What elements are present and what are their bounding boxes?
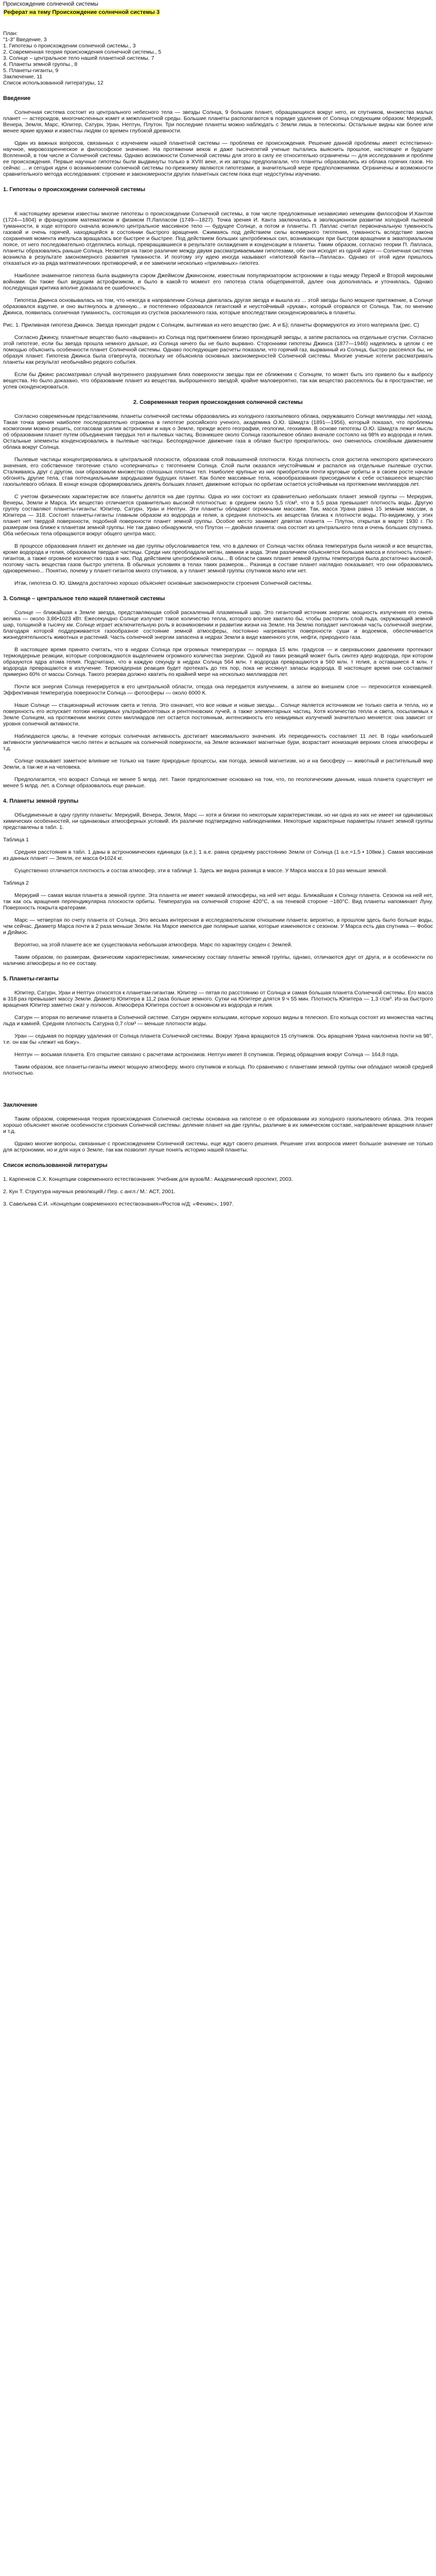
paragraph: Существенно отличается плотность и состав атмосфер, эти в таблице 1. Здесь же видна разница в массе. У Марса масса в 10 раз меньше земной. — [14, 868, 388, 874]
section5-heading: 5. Планеты-гиганты — [3, 976, 59, 982]
paragraph: Солнечная система состоит из центрального небесного тела — звезды Солнца, 9 больших планет, обращающихся вокруг него, их спутников, множества малых планет — астероидов, многочисленных комет и межпланетной среды. Большие планеты располагаются в порядке удаления от Солнца следующим образом: Меркурий, Венера, Земля, Марс, Юпитер, Сатурн, Уран, Нептун, Плутон. Три последние планеты можно наблюдать с Земли лишь в телескопы. Остальные видны как более или менее яркие кружки и известны людям со времен глубокой древности. — [3, 109, 433, 134]
document-page — [0, 1, 436, 1207]
paragraph: Согласно Джинсу, планетные вещество было «вырвано» из Солнца под притяжением близко проходящей звезды, а затем распалось на отдельные сгустки. Согласно этой гипотезе, если бы звезда прошла немного дальше, из Солнца ничего бы не было вырвано. Сторонники гипотезы Джинса (1877—1946) надеялись в целом с ее помощью объяснить особенности планет Солнечной системы. Однако последующие расчеты показали, что горячий газ, вырванный из Солнца, быстро рассеялся бы, не образуя планет. Гипотеза Джинса была отвергнута, поскольку не объясняла основных закономерностей Солнечной системы. Многие ученые хотели рассматривать планеты как результат необычайно редкого события. — [3, 334, 433, 365]
section1-heading: 1. Гипотезы о происхождении солнечной системы — [3, 187, 146, 193]
paragraph: Солнце — ближайшая к Земле звезда, представляющая собой раскаленный плазменный шар. Это гигантский источник энергии: мощность излучения его очень велика — около 3,86•1023 кВт. Ежесекундно Солнце излучает такое количество тепла, которого вполне хватило бы, чтобы растопить слой льда, окружающий земной шар, толщиной в тысячу км. Солнце играет исключительную роль в возникновении и развитии жизни на Земле. На Землю попадает ничтожная часть солнечной энергии, благодаря которой поддерживается газообразное состояние земной атмосферы, постоянно нагреваются поверхности суши и водоемов, обеспечивается жизнедеятельность животных и растений. Часть солнечной энергии запасена в недрах Земли в виде каменного угля, нефти, природного газа. — [3, 609, 433, 640]
plan-heading: План: — [3, 30, 18, 37]
paragraph: Таким образом, все планеты-гиганты имеют мощную атмосферу, много спутников и кольца. По сравнению с планетами земной группы они обладают низкой средней плотностью. — [3, 1064, 433, 1076]
section4-heading: 4. Планеты земной группы — [3, 798, 79, 804]
plan-item[interactable]: 1. Гипотезы о происхождении солнечной системы., 3 — [3, 43, 136, 49]
paragraph: Вероятно, на этой планете все же существовала небольшая атмосфера. Марс по характеру сходен с Землей. — [14, 942, 292, 948]
paragraph: Итак, гипотеза О. Ю. Шмидта достаточно хорошо объясняет основные закономерности строения Солнечной системы. — [14, 580, 313, 586]
paragraph: Наиболее знаменитое гипотеза была выдвинута сэром Джеймсом Джинсоном, известным популяризатором астрономии в годы между Первой и Второй мировыми войнами. Он также был ведущим астрофизиком, и было в какой-то момент его гипотеза стала общепринятой, далее она дополнялась и уточнялась. Однако последующая критика вполне доказала ее ошибочность. — [3, 273, 433, 291]
references-heading: Список использованной литературы — [3, 1162, 108, 1168]
paragraph: Меркурий — самая малая планета в земной группе. Эта планета не имеет никакой атмосферы, на ней нет воды. Ближайшая к Солнцу планета. Сезонов на ней нет, так как ось вращения перпендикулярна плоскости орбиты. Температура на солнечной стороне 420°С, а на теневой стороне −180°С. Вид планеты напоминает Луну. Поверхность покрыта кратерами. — [3, 892, 433, 911]
document-subtitle: Реферат на тему Происхождение солнечной системы 3 — [4, 9, 160, 15]
paragraph: Согласно современным представлениям, планеты солнечной системы образовались из холодного газопылевого облака, окружавшего Солнце миллиарды лет назад. Такая точка зрения наиболее последовательно отражена в гипотезе российского ученого, академика О.Ю. Шмидта (1891—1956), который показал, что проблемы космогонии можно решить, согласовав усилия астрономии и наук о Земле, прежде всего географии, геологии, геохимии. В основе гипотезы О.Ю. Шмидта лежит мысль об образовании планет путем объединения твердых тел и пылевых частиц. Возникшее около Солнца газопылевое облако вначале состояло на 98% из водорода и гелия. Остальные элементы конденсировались в пылевые частицы. Беспорядочное движение газа в облаке быстро прекратилось: оно сменилось спокойным движением облака вокруг Солнца. — [3, 413, 433, 450]
reference-item: 1. Карпенков С.Х. Концепции современного естествознания: Учебник для вузов/М.: Академический проспект, 2003. — [3, 1176, 293, 1182]
intro-heading: Введение — [3, 95, 31, 101]
paragraph: Марс — четвертая по счету планета от Солнца. Это весьма интересная в исследовательском отношении планета: вероятно, в прошлом здесь было больше воды, чем сейчас. Диаметр Марса почти в 2 раза меньше Земли. На Марсе имеются две полярные шапки, которые изменяются с сезоном. У Марса есть два спутника — Фобос и Деймос. — [3, 917, 433, 936]
paragraph: В процессе образования планет их деление на две группы обусловливается тем, что в далеких от Солнца частях облака температура была низкой и все вещества, кроме водорода и гелия, образовали твердые частицы. Среди них преобладали метан, аммиак и вода. Этим различием объясняется большая масса и плотность планет-гигантов, а также огромное количество газа в них. Под действием центробежной силы... В области самих планет земной группы температура была достаточно высокой, поэтому часть вещества газов быстро улетела. В обычных условиях в телах таких размеров... Разница в составе планет наглядно показывает, что они образовались одновременно... Понятно, почему у планет-гигантов много спутников, а у планет земной группы спутников мало или нет. — [3, 543, 433, 574]
paragraph: Нептун — восьмая планета. Его открытие связано с расчетами астрономов. Нептун имеет 8 спутников. Период обращения вокруг Солнца — 164,8 года. — [14, 1052, 399, 1058]
paragraph: Пылевые частицы концентрировались в центральной плоскости, образовав слой повышенной плотности. Когда плотность слоя достигла некоторого критического значения, его собственное тяготение стало «соперничать» с тяготением Солнца. Слой пыли оказался неустойчивым и распался на отдельные пылевые сгустки. Сталкиваясь друг с другом, они образовали множество сплошных плотных тел. Наиболее крупные из них приобретали почти круговые орбиты и в своем росте начали обгонять другие тела, став потенциальными зародышами будущих планет. Как более массивные тела, новообразования присоединяли к себе оставшееся вещество газопылевого облака. В конце концов сформировались девять больших планет, движение которых по орбитам остается устойчивым на протяжении миллиардов лет. — [3, 456, 433, 487]
reference-item: 3. Савельева С.И. «Концепции современного естествознания»/Ростов н/Д: «Феникс», 1997. — [3, 1201, 234, 1207]
paragraph: Таким образом, по размерам, физическим характеристикам, химическому составу планеты земной группы, однако, отличаются друг от друга, и в особенности по наличию атмосферы и по ее составу. — [3, 954, 433, 967]
plan-item[interactable]: Список использованной литературы, 12 — [3, 80, 103, 86]
paragraph: Средняя расстояния в табл. 1 даны в астрономических единицах (а.е.); 1 а.е. равна среднему расстоянию Земли от Солнца (1 а.е.=1,5 • 108км.). Самая массивная из данных планет — Земля, ее масса 6•1024 кг. — [3, 849, 433, 861]
conclusion-heading: Заключение — [3, 1102, 38, 1108]
paragraph: Почти вся энергия Солнца генерируется в его центральной области, откуда она передается излучением, а затем во внешнем слое — переносится конвекцией. Эффективная температура поверхности Солнца — фотосферы — около 6000 К. — [3, 684, 433, 696]
section3-heading: 3. Солнце – центральное тело нашей планетной системы — [3, 596, 165, 602]
plan-item[interactable]: "1-3" Введение, 3 — [3, 37, 47, 43]
paragraph: Если бы Джинс рассматривал случай внутреннего разрушения близ поверхности звезды при ее сближении с Солнцем, то может быть это привело бы к выбросу вещества. Но было доказано, что образование планет из вещества, выброшенного звездой, крайне маловероятно, так как вещество рассеялось бы в пространстве, не успев сконденсироваться. — [3, 371, 433, 390]
paragraph: Таким образом, современная теория происхождения Солнечной системы основана на гипотезе о ее образовании из холодного газопылевого облака. Эта теория хорошо объясняет многие особенности строения Солнечной системы: деление планет на две группы, различие в их химическом составе, направление вращения планет и т.д. — [3, 1116, 433, 1134]
reference-item: 2. Кун Т. Структура научных революций./ Пер. с англ./ М.: АСТ, 2001. — [3, 1189, 176, 1195]
plan-section — [3, 30, 433, 86]
paragraph: Сатурн — вторая по величине планета в Солнечной системе. Сатурн окружен кольцами, которые хорошо видны в телескоп. Его кольца состоят из множества частиц льда и камней. Средняя плотность Сатурна 0,7 г/см³ — меньше плотности воды. — [3, 1014, 433, 1027]
paragraph: Наше Солнце — стационарный источник света и тепла. Это означает, что все новые и новые звезды... Солнце является источником не только света и тепла, но и поверхность его испускает потоки невидимых ультрафиолетовых и рентгеновских лучей, а также элементарных частиц. Хотя количество тепла и света, посылаемых к Земле Солнцем, на протяжении многих сотен миллиардов лет остается постоянным, интенсивность его невидимых излучений значительно меняется: она зависит от уровня солнечной активности. — [3, 702, 433, 727]
paragraph: В настоящее время принято считать, что в недрах Солнца при огромных температурах — порядка 15 млн. градусов — и сверхвысоких давлениях протекают термоядерные реакции, которые сопровождаются выделением огромного количества энергии. Одной из таких реакций может быть синтез ядер водорода, при котором образуются ядра атома гелия. Подсчитано, что в каждую секунду в недрах Солнца 564 млн. т водорода превращаются в 560 млн. т гелия, а оставшиеся 4 млн. т водорода превращаются в излучение. Термоядерная реакция будет протекать до тех пор, пока не иссякнут запасы водорода. В настоящее время они составляют примерно 60% от массы Солнца. Такого резерва должно хватить по крайней мере на несколько миллиардов лет. — [3, 647, 433, 677]
section2-heading: 2. Современная теория происхождения солнечной системы — [133, 399, 303, 405]
paragraph: Объединенные в одну группу планеты: Меркурий, Венера, Земля, Марс — хотя и близки по некоторым характеристикам, но ни одна из них не имеет ни одинаковых химических особенностей, ни одинаковых атмосферных условий. Их различие подтверждено наблюдениями. Некоторые характерные параметры планет земной группы представлены в табл. 1. — [3, 812, 433, 831]
paragraph: Наблюдаются циклы, в течение которых солнечная активность достигает максимального значения. Их периодичность составляет 11 лет. В годы наибольшей активности увеличивается число пятен и вспышек на солнечной поверхности, на Земле возникают магнитные бури, возрастает ионизация верхних слоев атмосферы и т.д. — [3, 733, 433, 752]
plan-item[interactable]: 2. Современная теория происхождения солнечной системы., 5 — [3, 49, 162, 55]
paragraph: Предполагается, что возраст Солнца не менее 5 млрд. лет. Такое предположение основано на том, что, по геологическим данным, наша планета существует не менее 5 млрд. лет, а Солнце образовалось еще раньше. — [3, 776, 433, 789]
plan-item[interactable]: 3. Солнце – центральное тело нашей планетной системы. 7 — [3, 55, 154, 61]
paragraph: Юпитер, Сатурн, Уран и Нептун относятся к планетам-гигантам. Юпитер — пятая по расстоянию от Солнца и самая большая планета Солнечной системы. Его масса в 318 раз превышает массу Земли. Диаметр Юпитера в 11,2 раза больше земного. Сутки на Юпитере длятся 9 ч 55 мин. Плотность Юпитера — 1,3 г/см³. Из-за быстрого вращения Юпитер заметно сжат у полюсов. Атмосфера Юпитера состоит в основном из водорода и гелия. — [3, 990, 433, 1008]
table-caption: Таблица 1 — [3, 837, 29, 843]
paragraph: Один из важных вопросов, связанных с изучением нашей планетной системы — проблема ее происхождения. Решение данной проблемы имеет естественно-научное, мировоззренческое и философское значение. На протяжении веков и даже тысячелетий ученые пытались выяснить прошлое, настоящее и будущее Вселенной, в том числе и Солнечной системы. Однако возможности Солнечной системы для этого в силу ее относительно ограничены — для исследования и проблем ее происхождения. Первые научные гипотезы были выдвинуты только в XVIII веке, и их авторы предполагали, что планеты образовались из облака горячих газов. Но сейчас ... и сегодня идеи о возникновении солнечной системы по-прежнему являются гипотезами, в значительной мере предположениями. Ограничены и возможности сравнительного метода исследования: строение и закономерности других планетных систем пока еще недоступны изучению. — [3, 140, 433, 177]
plan-item[interactable]: 4. Планеты земной группы., 8 — [3, 61, 78, 67]
paragraph: Уран — седьмая по порядку удаления от Солнца планета Солнечной системы. Вокруг Урана вращаются 15 спутников. Ось вращения Урана наклонена почти на 98°, т.е. он как бы «лежит на боку». — [3, 1033, 433, 1045]
figure-caption: Рис. 1. Приливная гипотеза Джинса. Звезда приходит рядом с Солнцем, вытягивая из него вещество (рис. А и Б); планеты формируются из этого материала (рис. С) — [3, 322, 420, 328]
table-caption: Таблица 2 — [3, 880, 29, 886]
document-title: Происхождение солнечной системы — [3, 1, 98, 7]
paragraph: С учетом физических характеристик все планеты делятся на две группы. Одна из них состоит из сравнительно небольших планет земной группы — Меркурия, Венеры, Земли и Марса. Их вещество отличается сравнительно высокой плотностью: в среднем около 5,5 г/см³, что в 5,5 раза превышает плотность воды. Другую группу составляют планеты-гиганты: Юпитер, Сатурн, Уран и Нептун. Эти планеты обладают огромными массами. Так, масса Урана равна 15 земным массам, а Юпитера — 318. Состоят планеты-гиганты главным образом из водорода и гелия, а средняя плотность их вещества близка к плотности воды. По-видимому, у этих планет нет твердой поверхности, подобной поверхности планет земной группы. Особое место занимает девятая планета — Плутон, открытая в марте 1930 г. По размерам она ближе к планетам земной группы. Не так давно обнаружили, что Плутон — двойная планета: она состоит из центрального тела и очень больших спутника. Оба небесных тела обращаются вокруг общего центра масс. — [3, 494, 433, 537]
paragraph: К настоящему времени известны многие гипотезы о происхождении Солнечной системы, в том числе предложенные независимо немецким философом И.Кантом (1724—1804) и французским математиком и физиком П.Лапласом (1749—1827). Точка зрения И. Канта заключалась в эволюционном развитии холодной пылевой туманности, в ходе которого сначала возникло центральное массивное тело — будущее Солнце, а потом и планеты. П. Лаплас считал первоначальную туманность газовой и очень горячей, находящейся в состоянии быстрого вращения. Сжимаясь под действием силы всемирного тяготения, туманность вследствие закона сохранения момента импульса вращалась все быстрее и быстрее. Под действием больших центробежных сил, возникающих при быстром вращении в экваториальном поясе, от него последовательно отделялись кольца, превращавшиеся в результате охлаждения и конденсации в планеты. Таким образом, согласно теории П. Лапласа, планеты образовались раньше Солнца. Несмотря на такое различие между двумя рассматриваемыми гипотезами, обе они исходят из одной идеи — Солнечная система возникла в результате закономерного развития туманности. И поэтому эту идею иногда называют «гипотезой Канта—Лапласа». Однако от этой идеи пришлось отказаться из-за ряда математических противоречий, и ее заменили несколько «приливных» гипотез. — [3, 211, 433, 266]
paragraph: Солнце оказывает заметное влияние не только на такие природные процессы, как погода, земной магнетизм, но и на биосферу — животный и растительный мир Земли, а так-же и на человека. — [3, 758, 433, 770]
plan-item[interactable]: 5. Планеты-гиганты, 9 — [3, 67, 59, 74]
plan-item[interactable]: Заключение, 11 — [3, 74, 43, 80]
paragraph: Гипотеза Джинса основывалась на том, что некогда в направлении Солнца двигалась другая звезда и вышла из ... этой звезды было мощное притяжение, в Солнце образовался вздутие, и оно вытянулось в длинную... и постепенно образовался гигантский и неустойчивый «рукав», который оторвался от Солнца. Так, по мнению Джинса, появилась солнечная туманность, состоящая из сгустков раскаленного газа, которые впоследствии сконденсировались в планеты. — [3, 297, 433, 316]
paragraph: Однако многие вопросы, связанные с происхождением Солнечной системы, еще ждут своего решения. Решение этих вопросов имеет большое значение не только для астрономии, но и для наук о Земле, так как позволит лучше понять историю нашей планеты. — [3, 1141, 433, 1153]
